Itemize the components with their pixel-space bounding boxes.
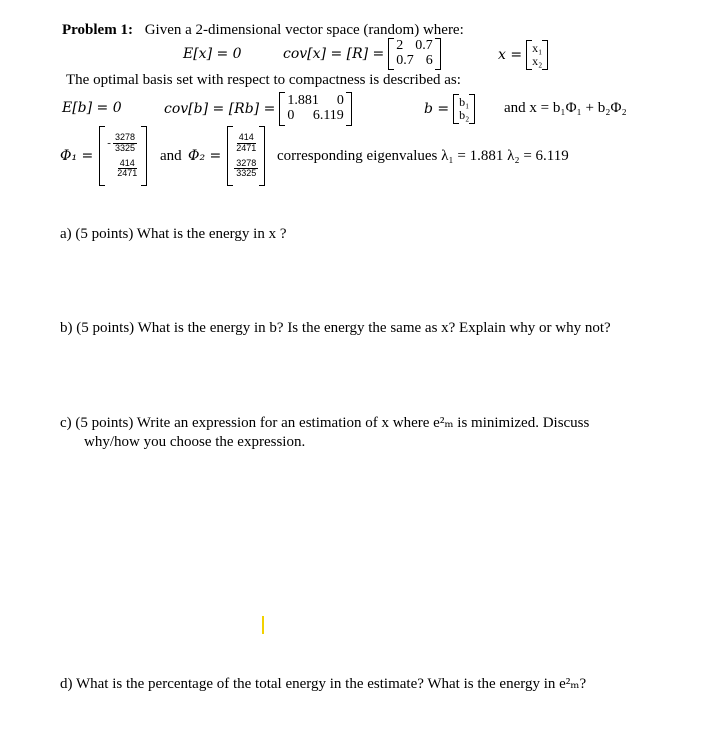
phi1-vector	[60, 126, 147, 186]
cov-x-prefix: cov[x] = [R] =	[283, 46, 385, 62]
cov-b	[164, 92, 352, 126]
cov-x	[283, 38, 441, 70]
eigenvalues: corresponding eigenvalues λ₁ = 1.881 λ₂ = 6.119	[277, 148, 569, 164]
cov-x-row-2: 0.7 6	[396, 53, 433, 68]
question-d: d) What is the percentage of the total energy in the estimate? What is the energy in e²ₘ?	[60, 676, 587, 692]
cov-b-prefix: cov[b] = [Rb] =	[164, 101, 276, 117]
cov-b-row-1: 1.881 0	[287, 93, 344, 109]
phi2-label: Φ₂ =	[188, 148, 222, 164]
cov-x-row-1: 2 0.7	[396, 38, 433, 54]
cov-b-matrix	[279, 92, 352, 126]
expectation-b: E[b] = 0	[62, 100, 122, 116]
question-b: b) (5 points) What is the energy in b? Is the energy the same as x? Explain why or why not?	[60, 320, 611, 336]
phi2-entry-2: $\frac{3278}{3325}$	[236, 158, 257, 179]
cov-x-matrix	[388, 38, 441, 70]
text-cursor	[262, 616, 264, 634]
and-word: and	[160, 148, 182, 164]
phi1-entry-1: - $\frac{3278}{3325}$	[107, 132, 135, 153]
phi2-entry-1: $\frac{414}{2471}$	[236, 132, 257, 153]
question-a: a) (5 points) What is the energy in x ?	[60, 226, 287, 242]
phi2-vector	[188, 126, 265, 186]
b-vector	[424, 94, 475, 124]
x-vector-entries: x₁ x₂	[532, 41, 543, 68]
phi1-label: Φ₁ =	[60, 148, 94, 164]
problem-intro: Given a 2-dimensional vector space (random) where:	[144, 22, 464, 38]
cov-b-row-2: 0 6.119	[287, 108, 344, 123]
problem-header	[62, 22, 464, 39]
question-c-line-2: why/how you choose the expression.	[84, 434, 306, 450]
x-vector-label: x =	[498, 47, 523, 63]
b-vector-label: b =	[424, 101, 450, 117]
x-vector	[498, 40, 548, 70]
phi1-entry-2: $\frac{414}{2471}$	[117, 158, 138, 179]
basis-description: The optimal basis set with respect to compactness is described as:	[66, 72, 461, 88]
question-c-line-1: c) (5 points) Write an expression for an estimation of x where e²ₘ is minimized. Discuss	[60, 415, 590, 431]
x-expansion: and x = b₁Φ₁ + b₂Φ₂	[504, 100, 627, 116]
expectation-x: E[x] = 0	[183, 46, 242, 62]
problem-label: Problem 1:	[62, 22, 133, 38]
b-vector-entries: b₁ b₂	[459, 95, 470, 122]
